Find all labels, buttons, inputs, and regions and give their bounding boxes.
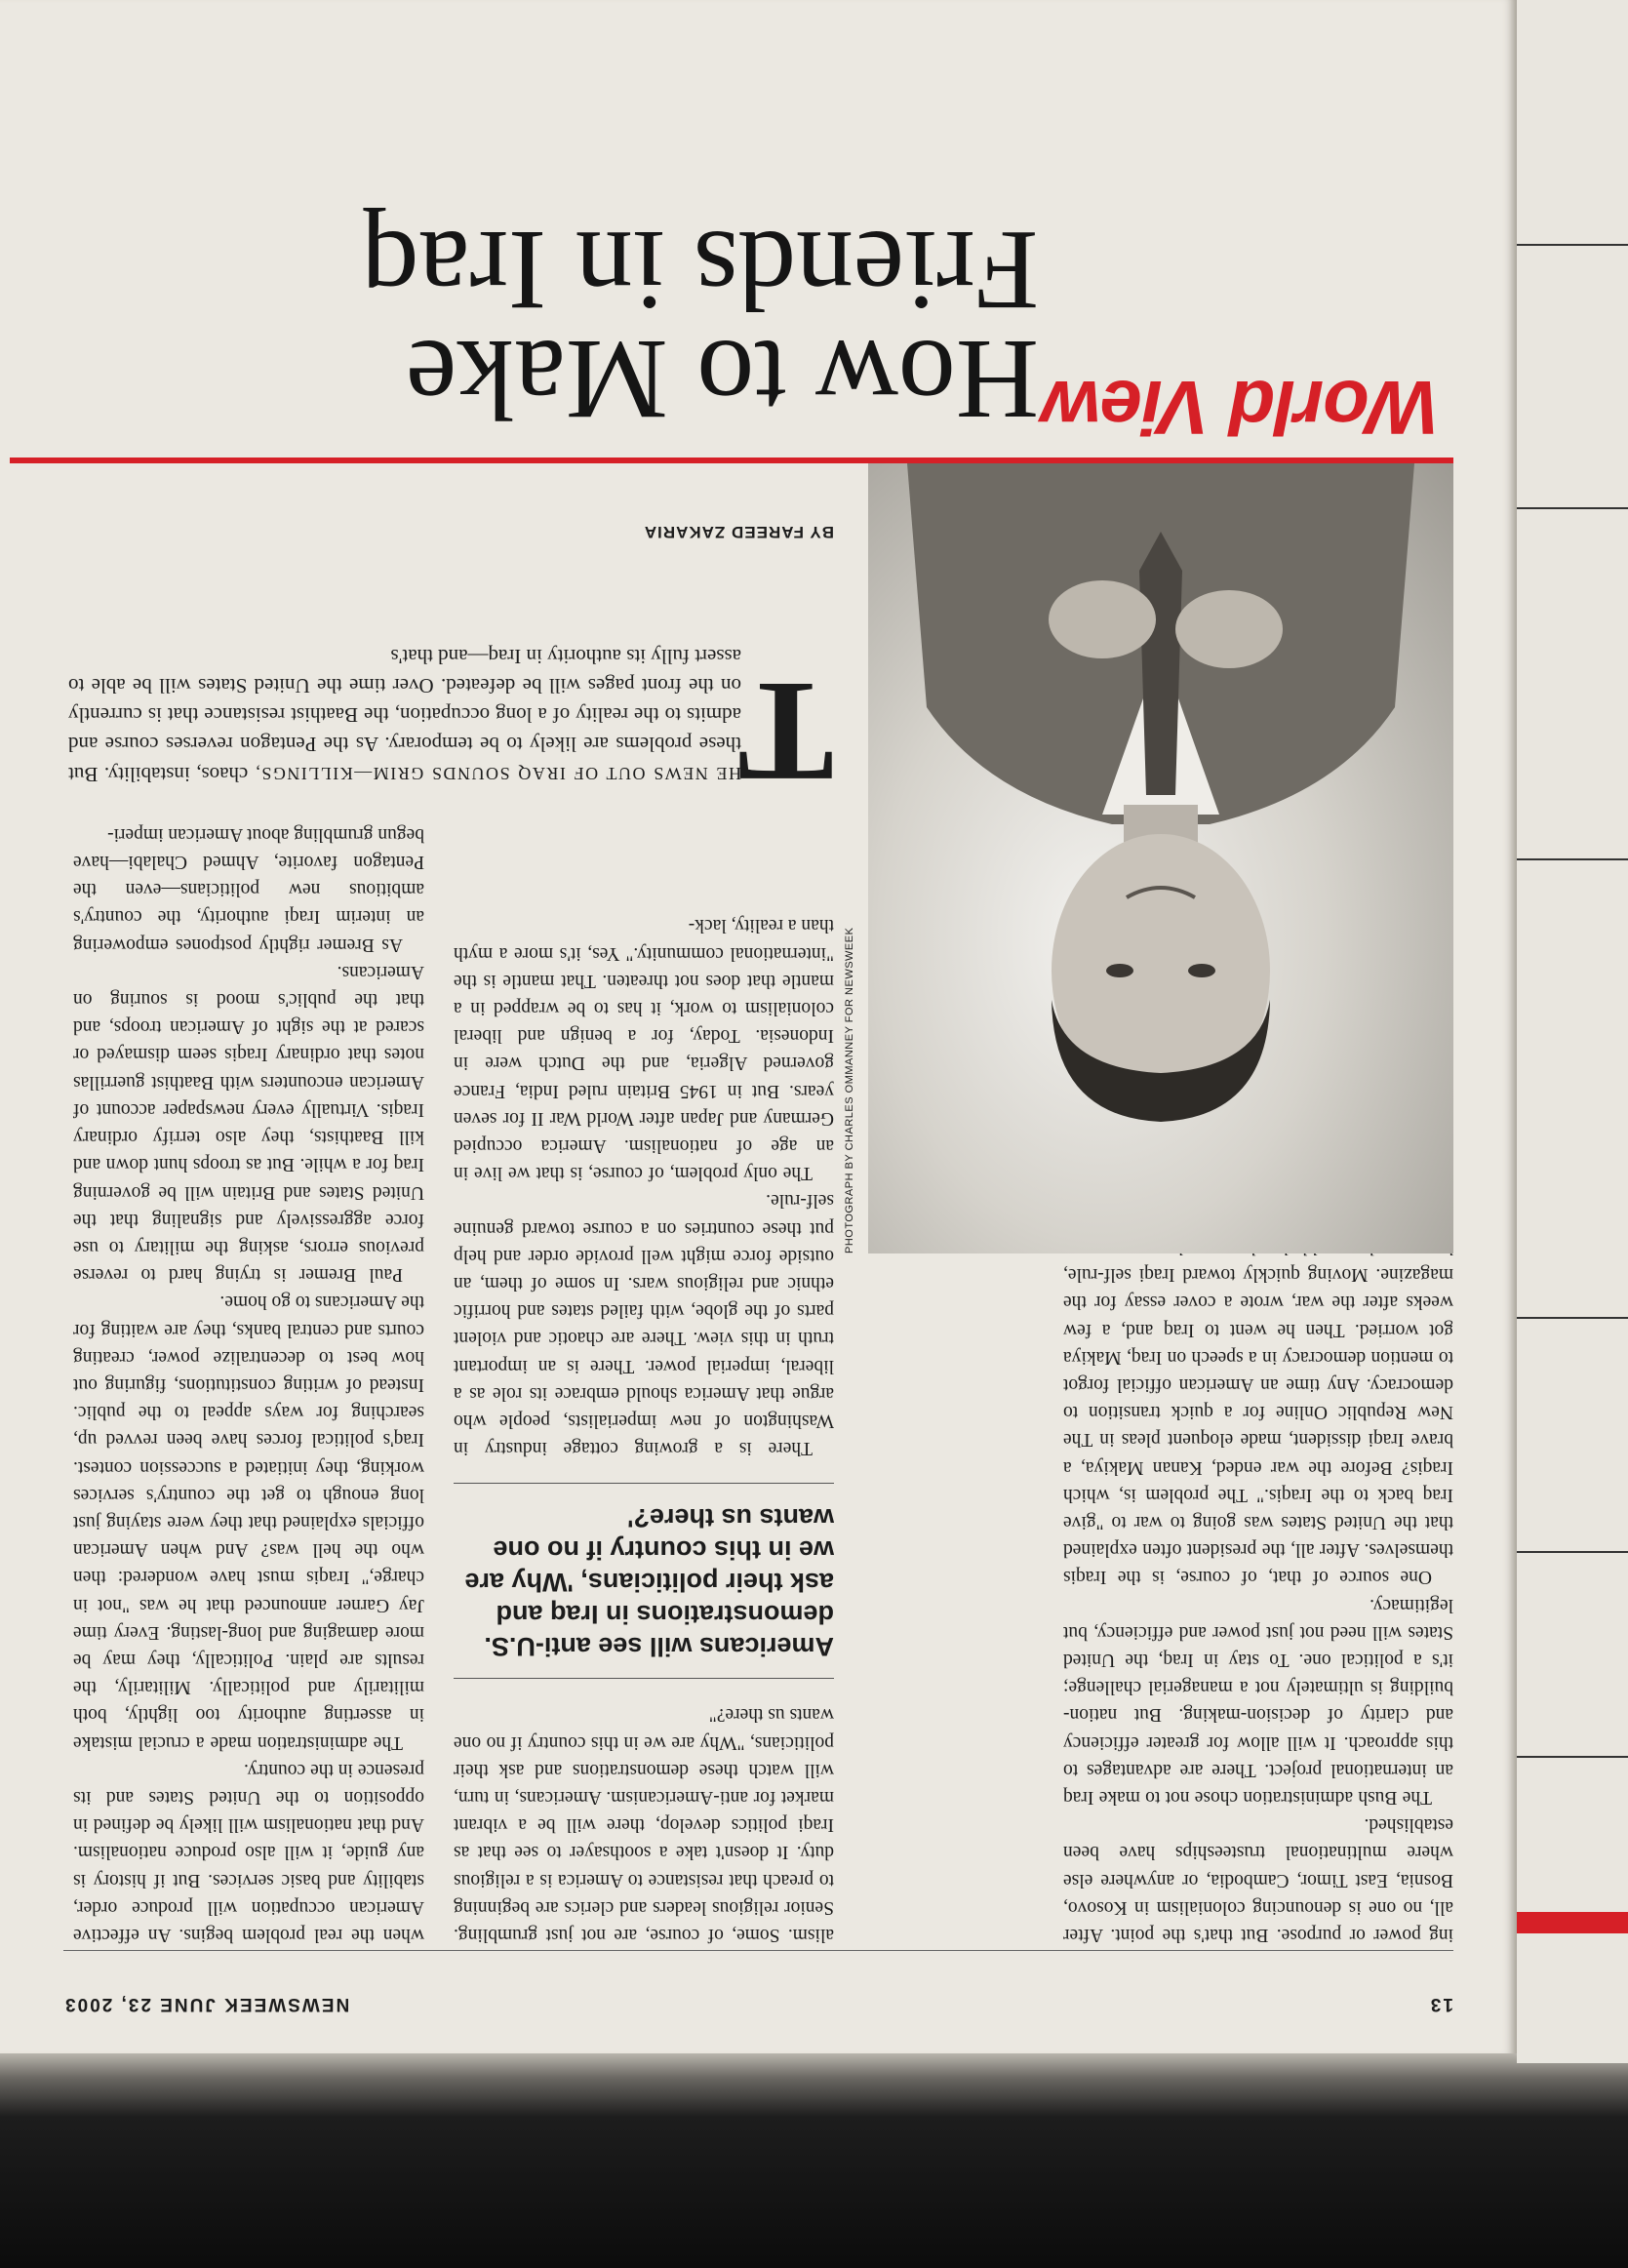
drop-cap: T: [737, 652, 834, 812]
top-rule: [63, 1950, 1453, 1951]
column-text: [454, 911, 834, 1461]
paragraph: The only problem, of course, is that we live in an age of nationalism. America occupied Germany and Japan after World War II for seven years. But in 1945 Britain ruled India, France governed Algeria, and the Dutch were in Indonesia. Today, for a benign and liberal colonialism to work, it has to be wrapped in a mantle that does not threaten. That mantle is the "international community." Yes, it's more a myth than a reality, lack-: [454, 915, 834, 1184]
adjacent-page-red-bar: [1517, 1912, 1628, 1933]
column-text: [454, 1700, 834, 1948]
scan-edge-shadow: [0, 2049, 1628, 2268]
adjacent-page-rule: [1517, 1756, 1628, 1758]
paragraph: As Bremer rightly postpones empowering an interim Iraqi authority, the country's ambitious new politicians—even the Pentagon favorite, Ahmed Chalabi—have begun grumbling about American imperi-: [73, 823, 424, 955]
paragraph: The Bush administration chose not to make Iraq an international project. There are advantages to this approach. It will allow for greater efficiency and clarity of decision-making. But nation-building is ultimately not a managerial challenge; it's a political one. To stay in Iraq, the United States will need not just power and efficiency, but legitimacy.: [1063, 1594, 1453, 1808]
photo-credit: PHOTOGRAPH BY CHARLES OMMANNEY FOR NEWSWEEK: [844, 927, 855, 1253]
photo-credit-box: [846, 463, 861, 1253]
page-number: 13: [1428, 1994, 1453, 2014]
paragraph: ing power or purpose. But that's the point. After all, no one is denouncing colonialism in Kosovo, Bosnia, East Timor, Cambodia, or anywhere else where multinational trusteeships have been established.: [1063, 1814, 1453, 1945]
lede-text: [68, 642, 741, 789]
paragraph: Paul Bremer is trying hard to reverse previous errors, asking the military to use force aggressively and signaling that the United States and Britain will be governing Iraq for a while. But as troops hunt down and kill Baathists, they also terrify ordinary Iraqis. Virtually every newspaper account of American encounters with Baathist guerrillas notes that ordinary Iraqis seem dismayed or scared at the sight of American troops, and that the public's mood is souring on Americans.: [73, 961, 424, 1286]
paragraph: There is a growing cottage industry in Washington of new imperialists, people who argue that America should embrace its role as a liberal, imperial power. There is an important truth in this view. There are chaotic and violent parts of the globe, with failed states and horrific ethnic and religious wars. In some of them, an outside force might well provide order and help put these countries on a course toward genuine self-rule.: [454, 1190, 834, 1459]
author-photo: [868, 463, 1453, 1253]
adjacent-page-strip: [1517, 0, 1628, 2063]
byline: BY FAREED ZAKARIA: [643, 523, 834, 541]
adjacent-page-rule: [1517, 507, 1628, 509]
lede-smallcaps: HE NEWS OUT OF IRAQ SOUNDS GRIM—KILLINGS,: [254, 764, 741, 783]
paragraph: One source of that, of course, is the Iraqis themselves. After all, the president often explained that the United States was going to war to "give Iraq back to the Iraqis." The problem is, which Iraqis? Before the war ended, Kanan Makiya, a brave Iraqi dissident, made eloquent pleas in The New Republic Online for a quick transition to democracy. Any time an American official forgot to mention democracy in a speech on Iraq, Makiya got worried. Then he went to Iraq and, a few weeks after the war, wrote a cover essay for the magazine. Moving quickly toward Iraqi self-rule,: [1063, 1264, 1453, 1588]
column-middle: [454, 911, 834, 1948]
paragraph: The administration made a crucial mistake in asserting authority too lightly, both militarily and politically. Militarily, the results are plain. Politically, they may be more damaging and long-lasting. Every time Jay Garner announced that he was "not in charge," Iraqis must have wondered: then who the hell was? And when American officials explained that they were staying just long enough to get the country's services working, they initiated a succession contest. Iraq's political forces have been revved up, searching for ways appeal to the public. Instead of writing constitutions, figuring out how best to decentralize power, creating courts and central banks, they are waiting for the Americans to go home.: [73, 1292, 424, 1753]
adjacent-page-rule: [1517, 1317, 1628, 1319]
lede-body: chaos, instability. But these problems are likely to be temporary. As the Pentagon reverses course and admits to the reality of a long occupation, the Baathist resistance that is currently on the front pages will be defeated. Over time the United States will be able to assert fully its authority in Iraq—and that's: [67, 645, 741, 786]
adjacent-page-rule: [1517, 858, 1628, 860]
section-red-bar: [10, 458, 1453, 463]
adjacent-page-rule: [1517, 244, 1628, 246]
adjacent-page-rule: [1517, 1551, 1628, 1553]
paragraph: alism. Some, of course, are not just grumbling. Senior religious leaders and clerics are beginning to preach that resistance to America is a religious duty. It doesn't take a soothsayer to see that as Iraqi politics develop, there will be a vibrant market for anti-Americanism. Americans, in turn, will watch these demonstrations and ask their politicians, "Why are we in this country if no one wants us there?": [454, 1704, 834, 1945]
headline: How to Make Friends in Iraq: [361, 207, 1039, 444]
section-label: World View: [1042, 365, 1439, 451]
column-right: [73, 820, 424, 1948]
magazine-date: NEWSWEEK JUNE 23, 2003: [63, 1994, 350, 2014]
lede: [67, 561, 834, 812]
column-text: [73, 820, 424, 1948]
pull-quote: Americans will see anti-U.S. demonstrations in Iraq and ask their politicians, 'Why are we in this country if no one wants us there?': [454, 1483, 834, 1679]
article-body: [73, 816, 834, 1948]
paragraph: when the real problem begins. An effective American occupation will produce order, stability and basic services. But if history is any guide, it will also produce nationalism. And that nationalism will likely be defined in opposition to the United States and its presence in the country.: [73, 1759, 424, 1945]
author-portrait-illustration: [868, 463, 1453, 1253]
